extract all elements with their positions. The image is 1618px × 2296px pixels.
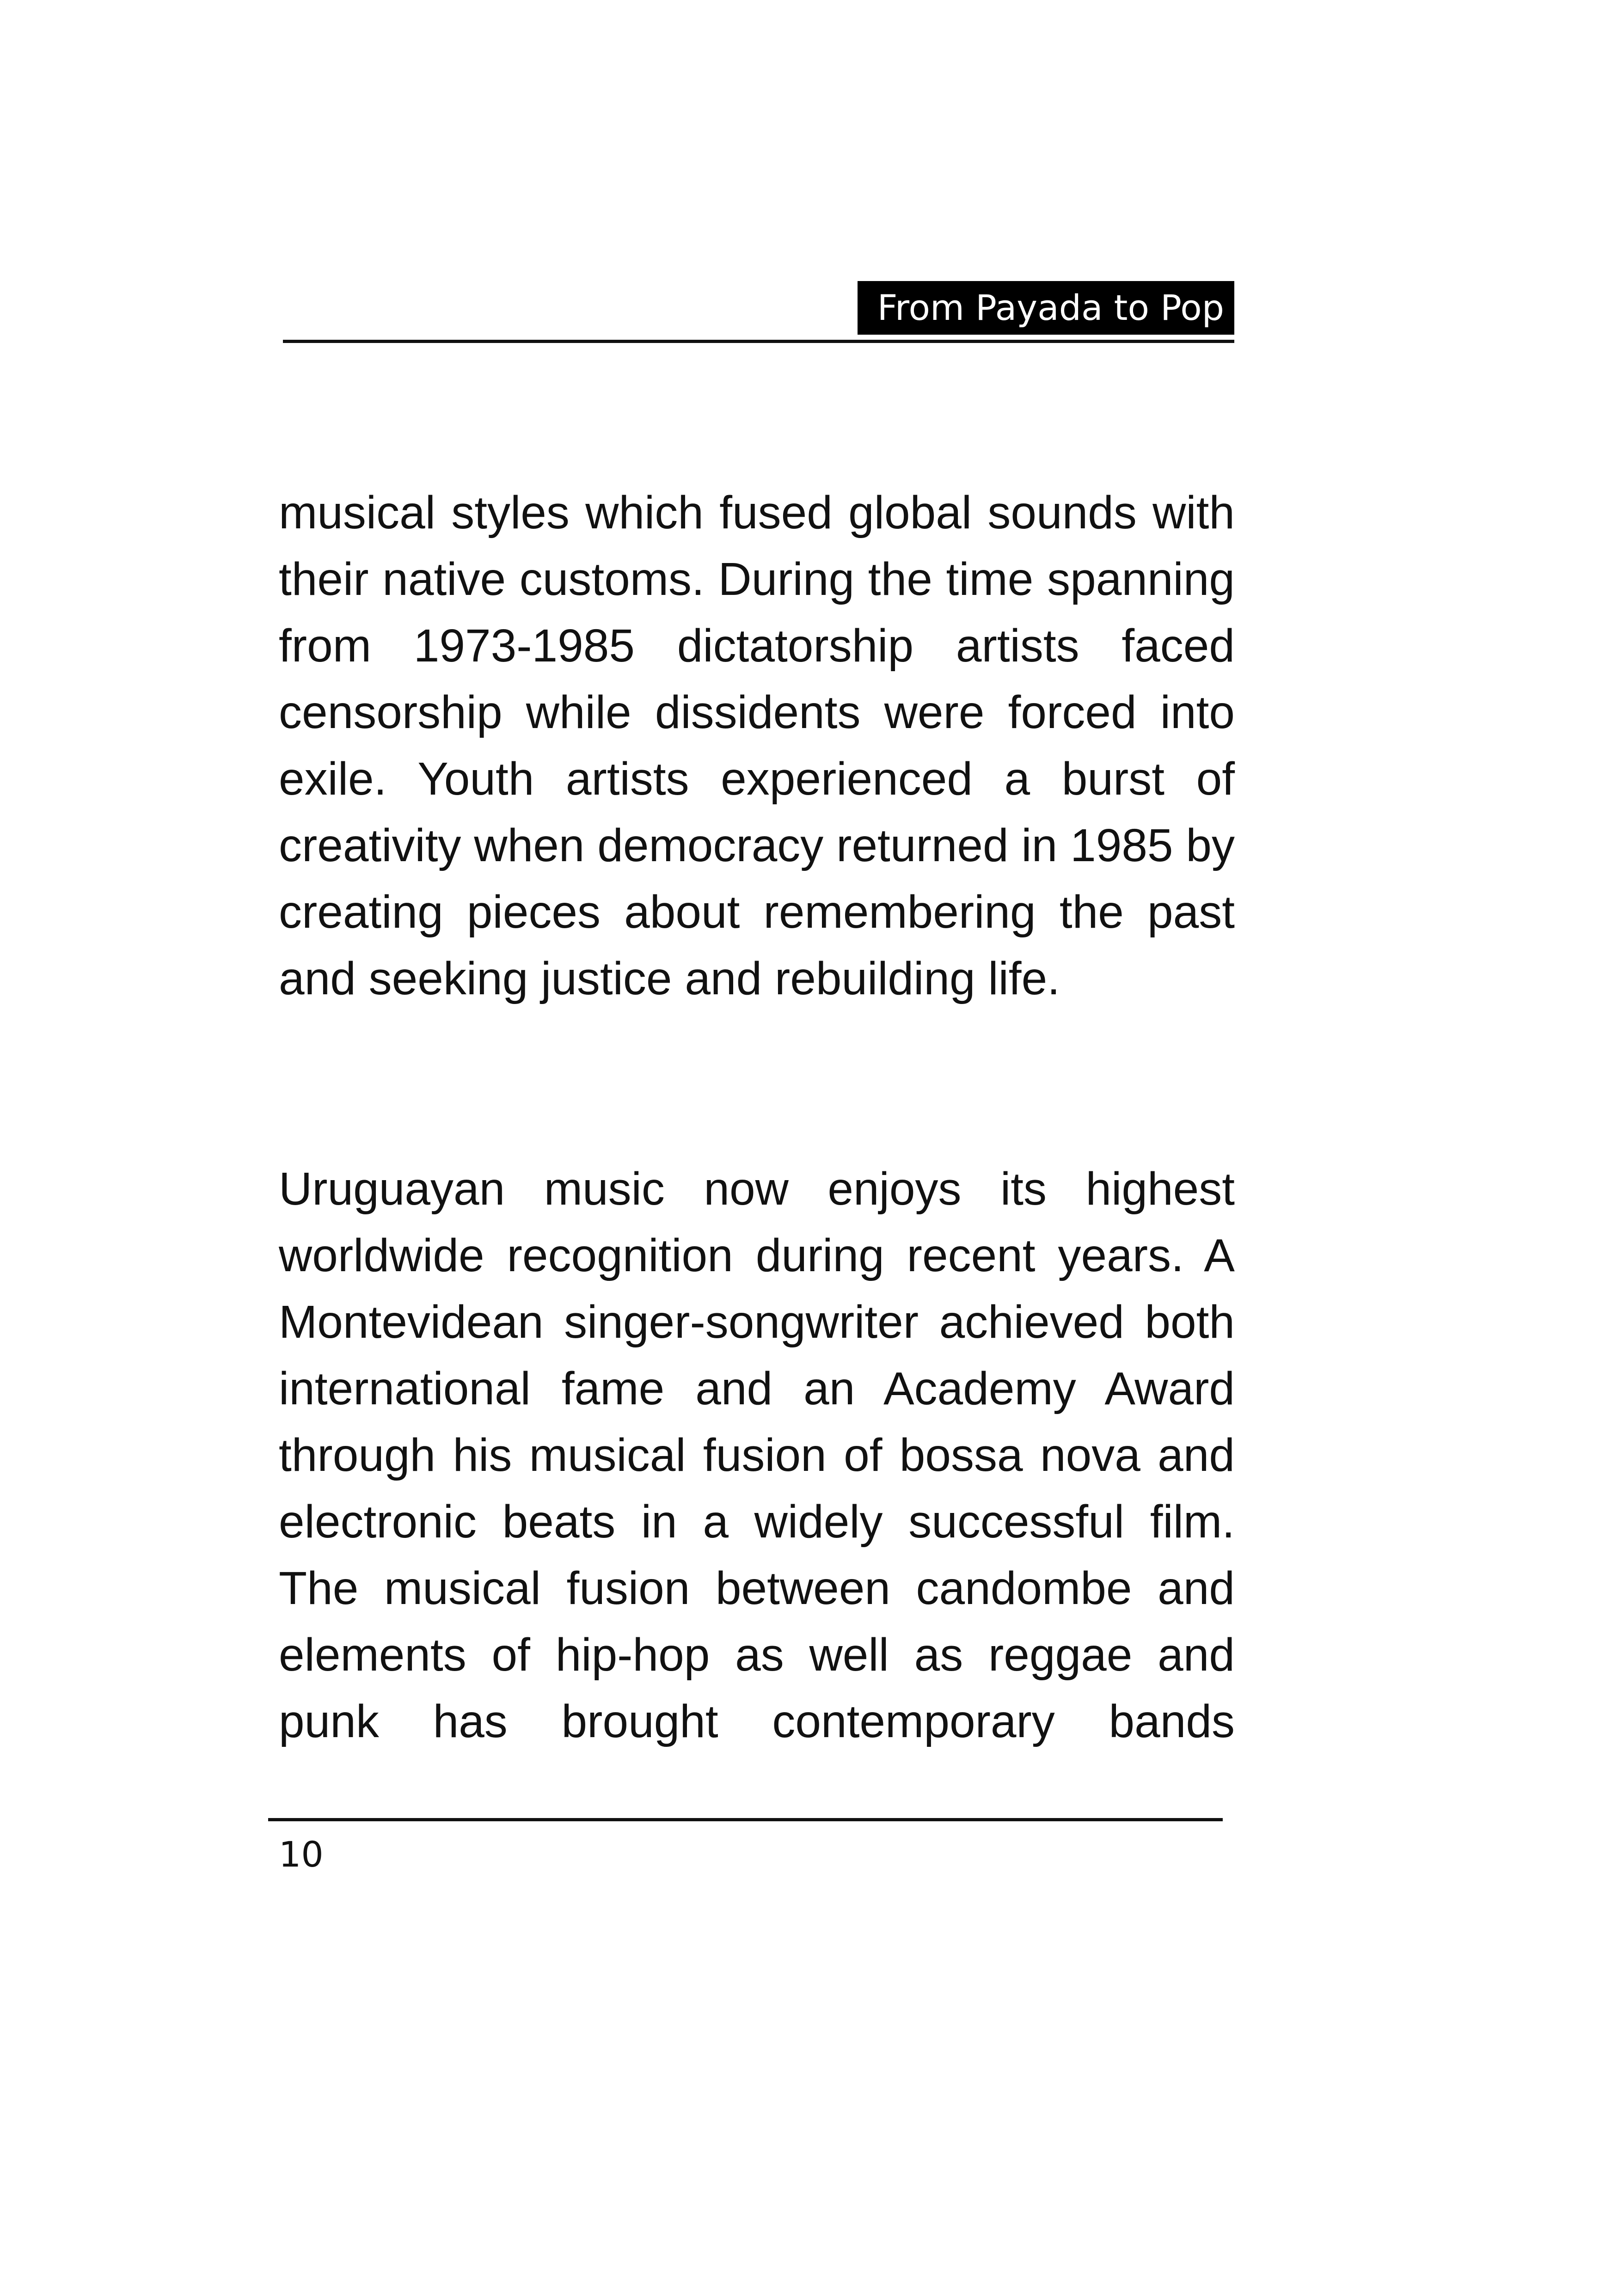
running-head-title: From Payada to Pop <box>858 281 1234 335</box>
body-paragraph: Uruguayan music now enjoys its highest worldwide recognition during recent years. A Montevidean singer-songwriter achieved both international fame and an Academy Award through his musical fusion of bossa nova and electronic beats in a widely successful film. The musical fusion between candombe and elements of hip-hop as well as reggae and punk has brought contemporary bands <box>279 1163 1235 1747</box>
body-paragraph: musical styles which fused global sounds with their native customs. During the time spanning from 1973-1985 dictatorship artists faced censorship while dissidents were forced into exile. Youth artists experienced a burst of creativity when democracy returned in 1985 by creating pieces about remembering the past and seeking justice and rebuilding life. <box>279 487 1235 1004</box>
footer-rule <box>268 1818 1223 1821</box>
header-rule <box>283 340 1234 343</box>
page-number: 10 <box>279 1834 324 1875</box>
